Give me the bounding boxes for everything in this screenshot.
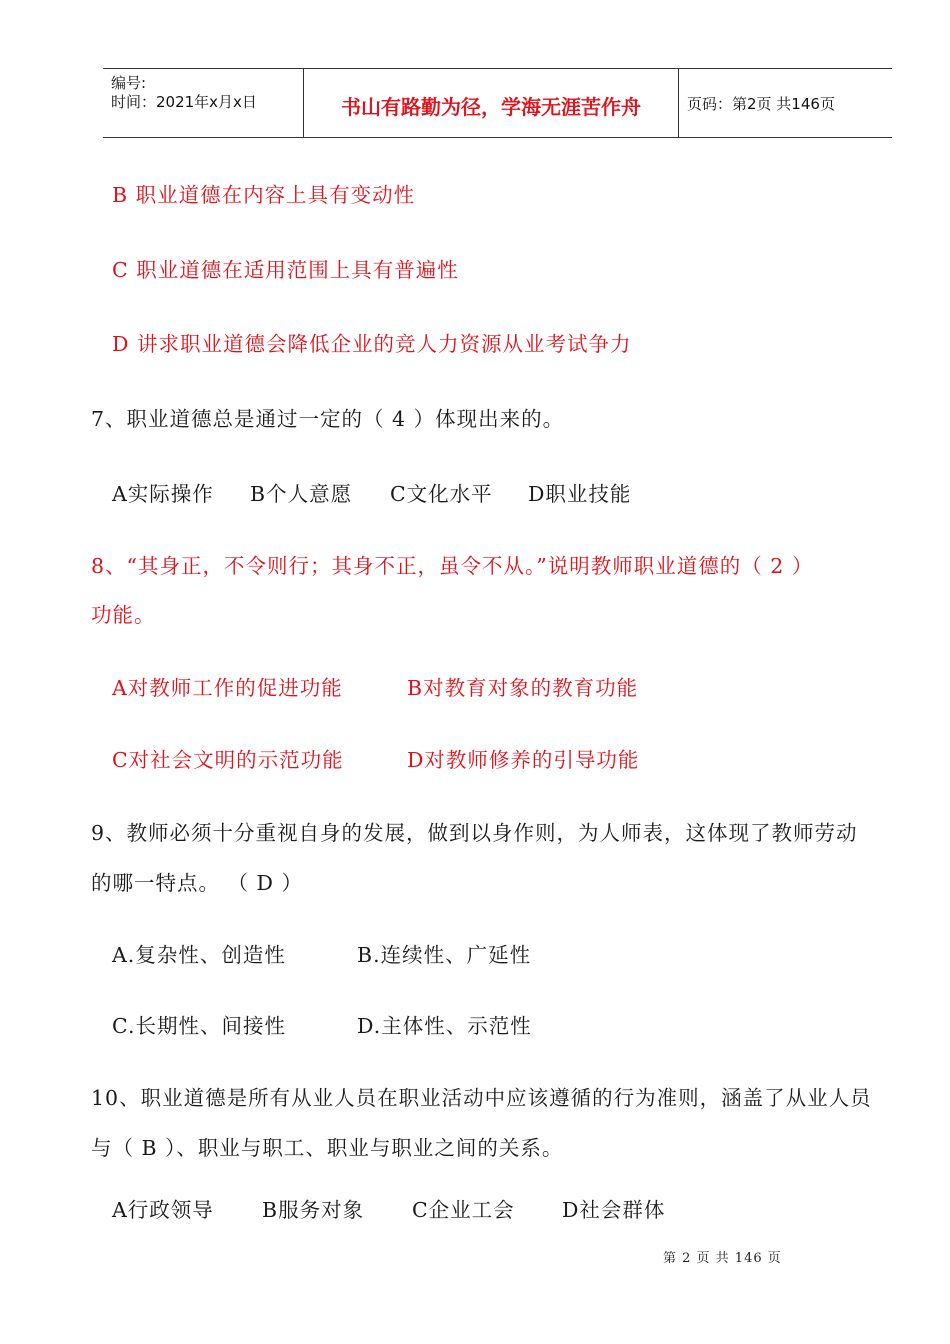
q10-options: [112, 1193, 812, 1223]
q7-option-c: C文化水平: [390, 482, 493, 506]
q9-stem-line1: 9、教师必须十分重视自身的发展，做到以身作则，为人师表，这体现了教师劳动: [91, 821, 858, 845]
q10-option-c: C企业工会: [412, 1198, 515, 1222]
q10-option-a: A行政领导: [112, 1198, 214, 1222]
q7-stem: 7、职业道德总是通过一定的（ 4 ）体现出来的。: [91, 407, 565, 431]
header-page-number: 页码：第2页 共146页: [687, 95, 835, 113]
q8-option-d: D对教师修养的引导功能: [407, 748, 640, 772]
header-right-cell: [679, 69, 892, 137]
q7-options: [112, 477, 712, 507]
q6-option-d: D 讲求职业道德会降低企业的竞人力资源从业考试争力: [112, 332, 632, 356]
q8-option-b: B对教育对象的教育功能: [407, 676, 639, 700]
q10-option-b: B服务对象: [262, 1198, 365, 1222]
page-footer: 第 2 页 共 146 页: [663, 1251, 782, 1266]
q8-stem-line2: 功能。: [91, 603, 156, 627]
header-left-cell: [103, 69, 303, 137]
document-time-label: 时间：2021年x月x日: [111, 93, 257, 111]
q6-option-b: B 职业道德在内容上具有变动性: [112, 183, 416, 207]
header-motto: 书山有路勤为径，学海无涯苦作舟: [341, 95, 641, 119]
q8-options-row2: [112, 743, 812, 773]
q8-option-a: A对教师工作的促进功能: [112, 676, 343, 700]
q8-option-c: C对社会文明的示范功能: [112, 748, 344, 772]
q7-option-d: D职业技能: [528, 482, 632, 506]
q9-option-a: A.复杂性、创造性: [112, 943, 286, 967]
document-number-label: 编号:: [111, 74, 147, 92]
q9-option-c: C.长期性、间接性: [112, 1014, 286, 1038]
q7-option-a: A实际操作: [112, 482, 214, 506]
q10-stem-line1: 10、职业道德是所有从业人员在职业活动中应该遵循的行为准则，涵盖了从业人员: [91, 1086, 872, 1110]
q10-stem-line2: 与（ B ）、职业与职工、职业与职业之间的关系。: [91, 1136, 564, 1160]
q9-option-b: B.连续性、广延性: [357, 943, 532, 967]
page-header: [103, 68, 892, 138]
header-motto-cell: [303, 69, 679, 137]
q9-options-row2: [112, 1009, 812, 1039]
q10-option-d: D社会群体: [562, 1198, 666, 1222]
q7-option-b: B个人意愿: [250, 482, 353, 506]
q8-options-row1: [112, 671, 812, 701]
q9-option-d: D.主体性、示范性: [357, 1014, 532, 1038]
q9-options-row1: [112, 938, 812, 968]
q6-option-c: C 职业道德在适用范围上具有普遍性: [112, 258, 459, 282]
q9-stem-line2: 的哪一特点。 （ D ）: [91, 871, 303, 895]
q8-stem-line1: 8、“其身正，不令则行；其身不正，虽令不从。”说明教师职业道德的（ 2 ）: [91, 554, 814, 578]
